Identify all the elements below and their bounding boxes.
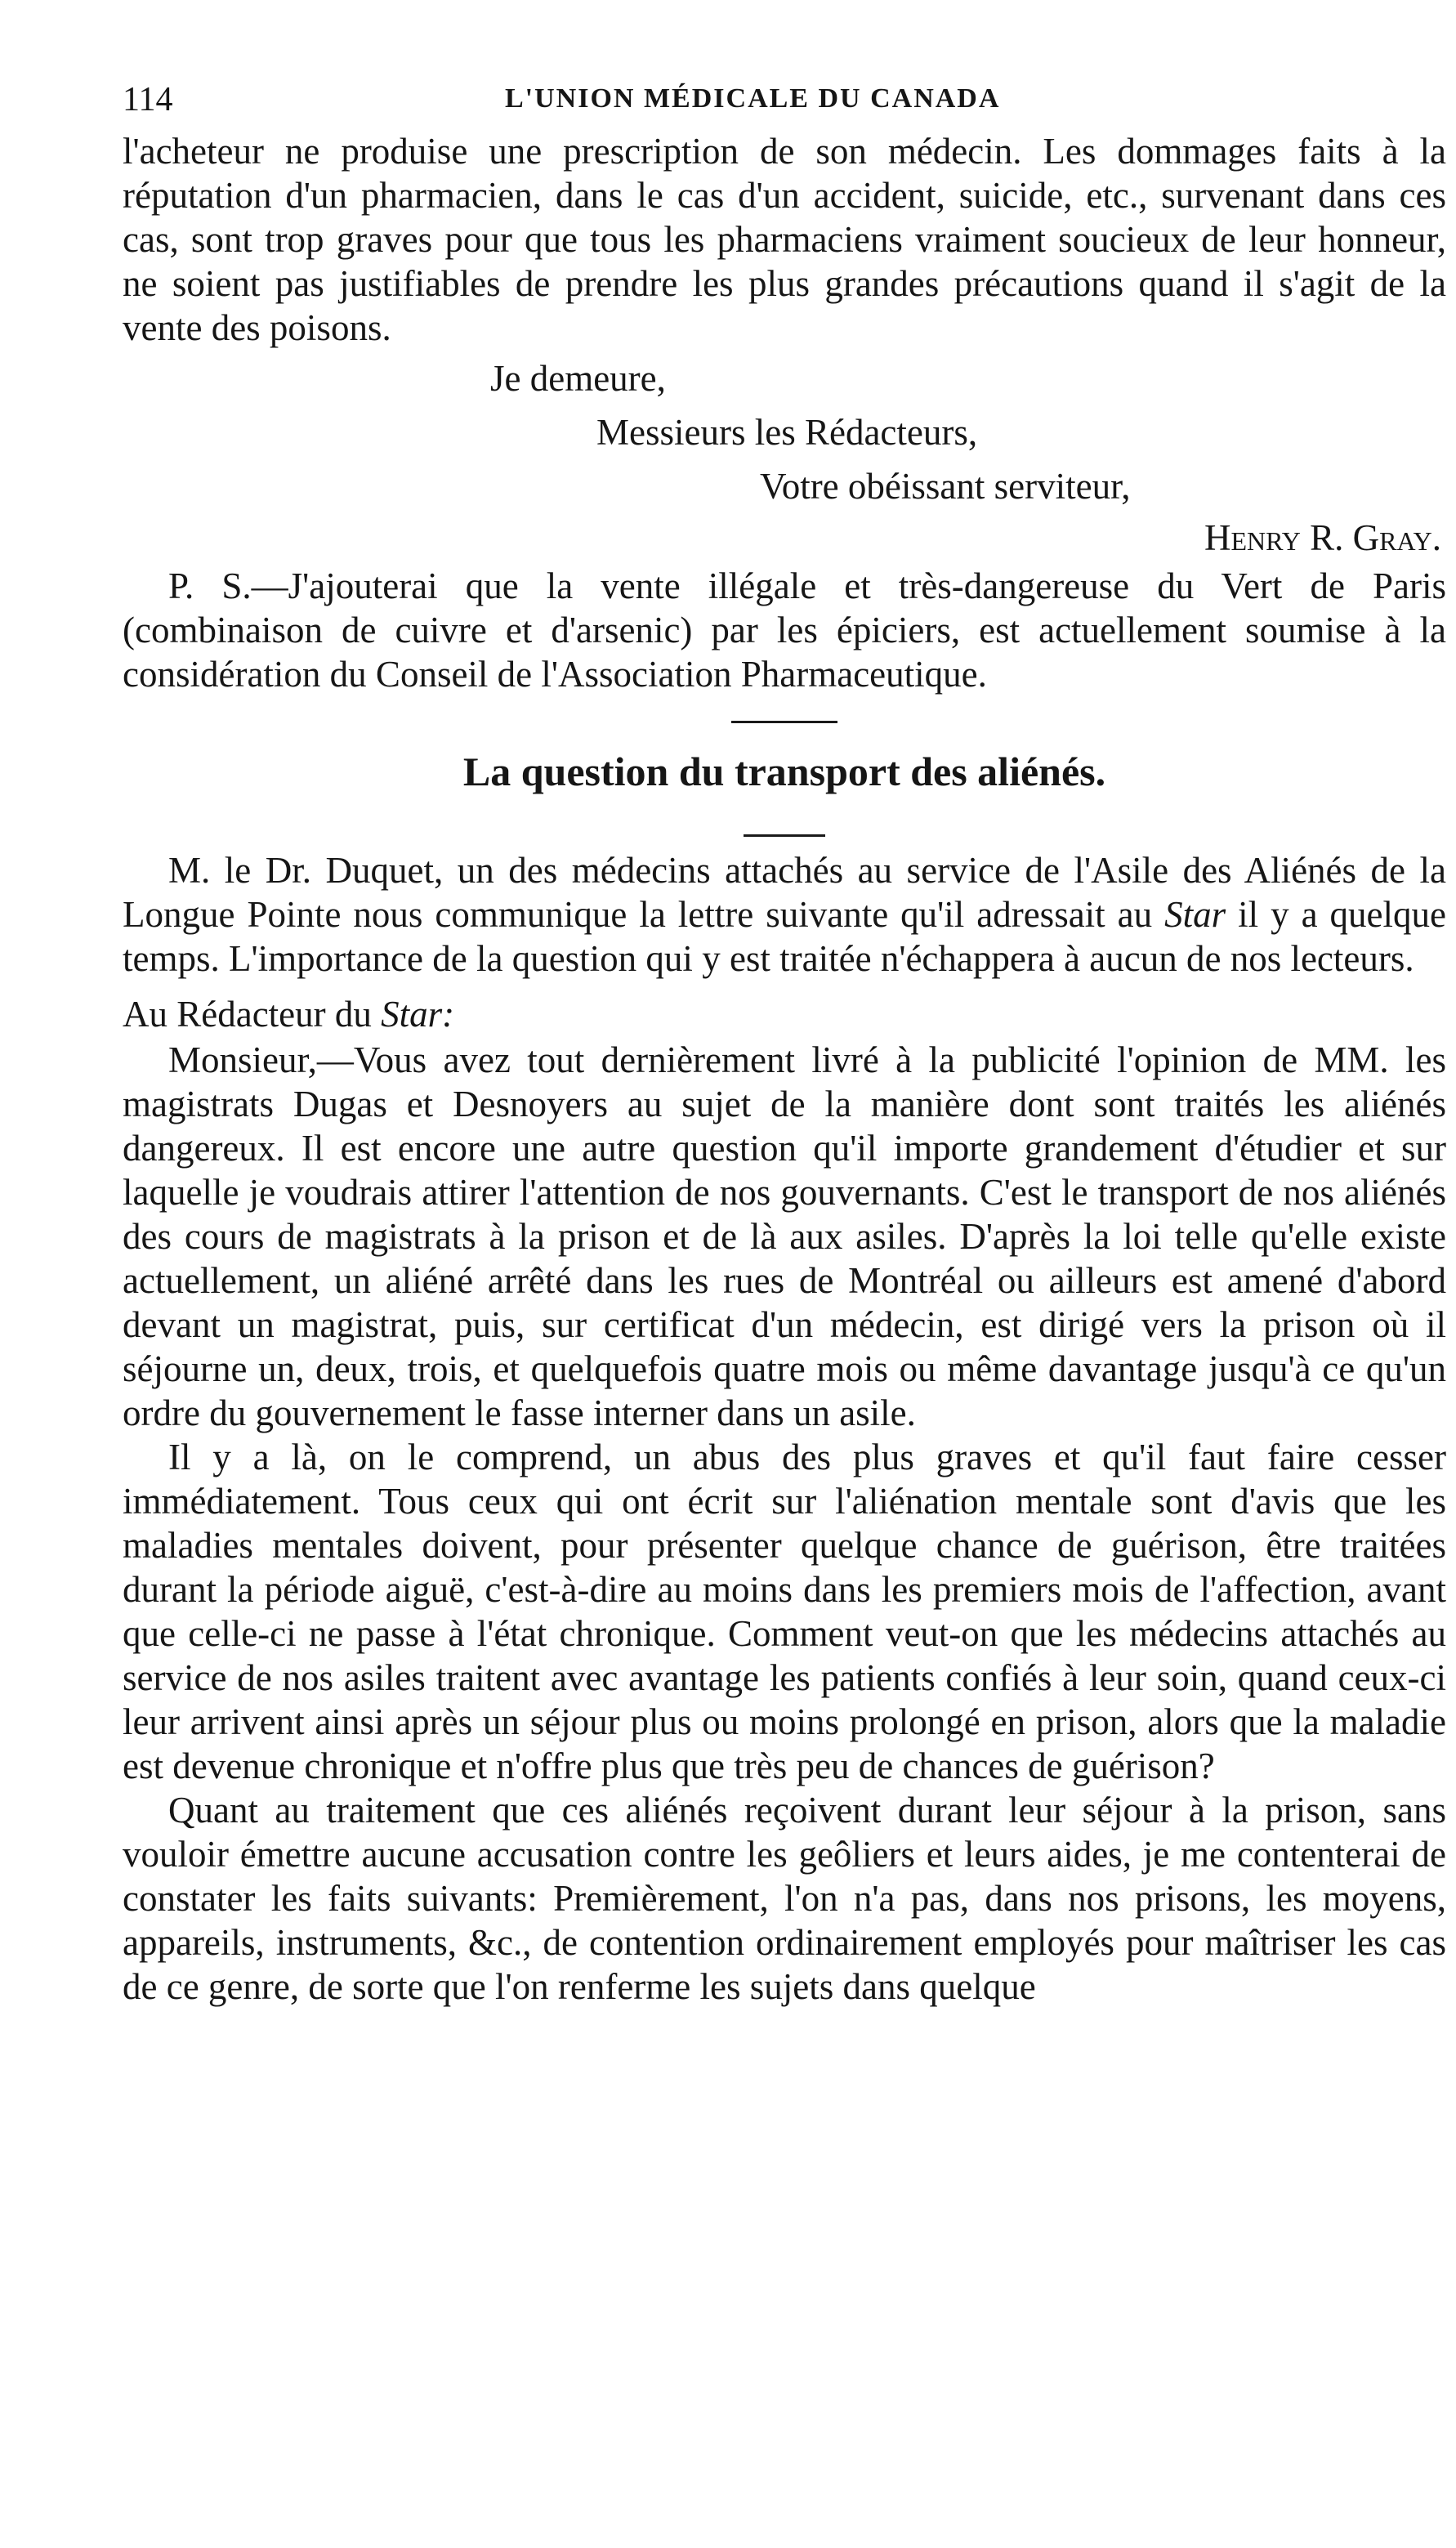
body-paragraph-2: Il y a là, on le comprend, un abus des plus graves et qu'il faut faire cesser immédiatement. Tous ceux qui ont écrit sur l'aliénation mentale sont d'avis que les maladies mentales doivent, pour présenter quelque chance de guérison, être traitées durant la période aiguë, c'est-à-dire au moins dans les premiers mois de l'affection, avant que celle-ci ne passe à l'état chronique. Comment veut-on que les médecins attachés au service de nos asiles traitent avec avantage les patients confiés à leur soin, quand ceux-ci leur arrivent ainsi après un séjour plus ou moins prolongé en prison, alors que la maladie est devenue chronique et n'offre plus que très peu de chances de guérison? [123,1436,1446,1786]
salutation [123,990,1446,1038]
closing-line-1: Je demeure, [490,358,666,399]
intro-text-before: M. le Dr. Duquet, un des médecins attachés au service de l'Asile des Aliénés de la Longue Pointe nous communique la lettre suivante qu'il adressait au [123,849,1446,935]
letter-closing-paragraph: l'acheteur ne produise une prescription de son médecin. Les dommages faits à la réputation d'un pharmacien, dans le cas d'un accident, suicide, etc., survenant dans ces cas, sont trop graves pour que tous les pharmaciens vraiment soucieux de leur honneur, ne soient pas justifiables de prendre les plus grandes précautions quand il s'agit de la vente des poisons. [123,131,1446,348]
article-title: La question du transport des aliénés. [462,749,1106,794]
journal-title: L'UNION MÉDICALE DU CANADA [505,83,1001,114]
intro-star-italic: Star [1164,893,1226,935]
page-number: 114 [123,81,173,118]
closing-line-2: Messieurs les Rédacteurs, [596,412,978,453]
body-paragraph-3: Quant au traitement que ces aliénés reçoivent durant leur séjour à la prison, sans vouloir émettre aucune accusation contre les geôliers et leurs aides, je me contenterai de constater les faits suivants: Premièrement, l'on n'a pas, dans nos prisons, les moyens, appareils, instruments, &c., de contention ordinairement employés pour maîtriser les cas de ce genre, de sorte que l'on renferme les sujets dans quelque [123,1789,1446,2007]
body-paragraph-1: Monsieur,—Vous avez tout dernièrement livré à la publicité l'opinion de MM. les magistrats Dugas et Desnoyers au sujet de la manière dont sont traités les aliénés dangereux. Il est encore une autre question qu'il importe grandement d'étudier et sur laquelle je voudrais attirer l'attention de nos gouvernants. C'est le transport de nos aliénés des cours de magistrats à la prison et de là aux asiles. D'après la loi telle qu'elle existe actuellement, un aliéné arrêté dans les rues de Montréal ou ailleurs est amené d'abord devant un magistrat, puis, sur certificat d'un médecin, est dirigé vers la prison où il séjourne un, deux, trois, et quelquefois quatre mois ou même davantage jusqu'à ce qu'un ordre du gouvernement le fasse interner dans un asile. [123,1039,1446,1433]
running-head [123,80,1446,129]
salutation-star-italic: Star: [381,993,455,1035]
section-divider-top [731,721,837,723]
signature: Henry R. Gray. [1204,517,1441,558]
article-intro [123,848,1446,981]
section-divider-bottom [744,834,825,837]
closing-line-3: Votre obéissant serviteur, [760,466,1131,507]
intro-text-after: il y a quelque temps. L'importance de la question qui y est traitée n'échappera à aucun de nos lecteurs. [123,893,1446,979]
salutation-text: Au Rédacteur du [123,993,382,1035]
postscript: P. S.—J'ajouterai que la vente illégale et très-dangereuse du Vert de Paris (combinaison de cuivre et d'arsenic) par les épiciers, est actuellement soumise à la considération du Conseil de l'Association Pharmaceutique. [123,565,1446,695]
journal-page [123,80,1446,2009]
